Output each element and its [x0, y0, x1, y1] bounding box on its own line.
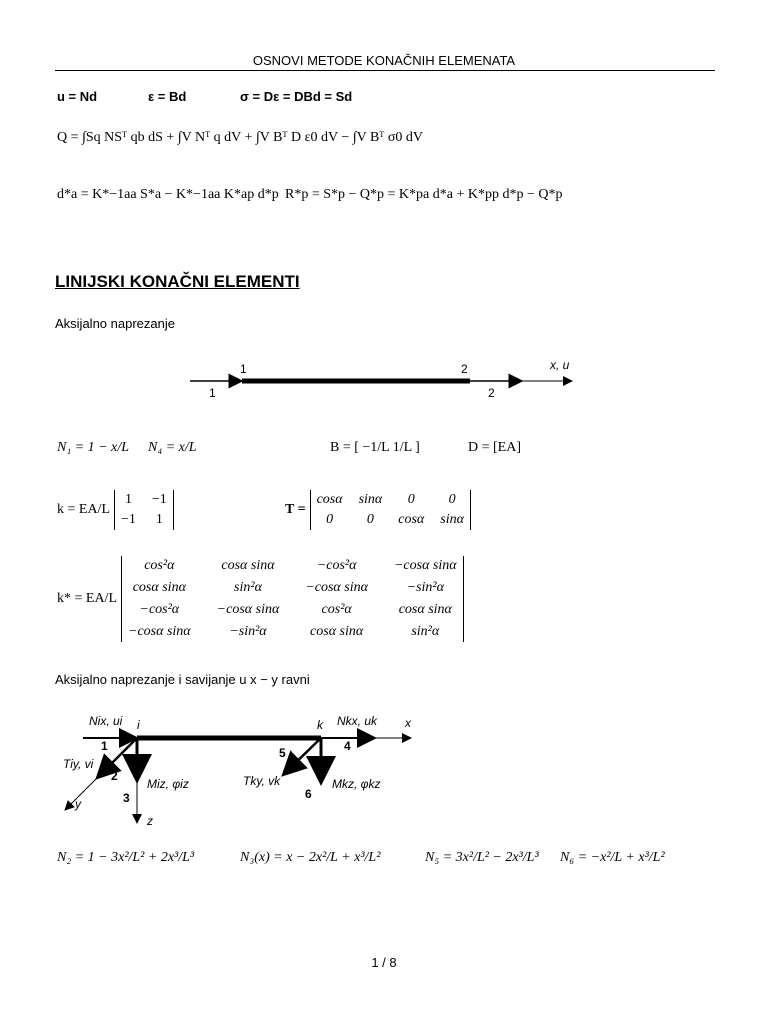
dof-5: 5 — [279, 746, 286, 760]
formula-N2: N₂ = 1 − 3x²/L² + 2x³/L³ — [57, 850, 195, 865]
kstar-cell: sin²α — [234, 580, 262, 595]
T-cell: cosα — [316, 492, 343, 507]
dof-4: 4 — [344, 739, 351, 753]
dof-2: 2 — [111, 769, 118, 783]
formula-Q: Q = ∫Sq NSᵀ qb dS + ∫V Nᵀ q dV + ∫V Bᵀ D ε0 dV − ∫V Bᵀ σ0 dV — [57, 130, 424, 145]
kstar-cell: −cosα sinα — [305, 580, 368, 595]
node-label-bottom-1: 1 — [209, 386, 216, 400]
label-y: y — [75, 797, 81, 811]
label-Tiy: Tiy, vi — [63, 757, 94, 771]
kstar-cell: cos²α — [321, 602, 352, 617]
formula-B: B = [ −1/L 1/L ] — [330, 440, 420, 455]
T-cell: cosα — [398, 512, 425, 527]
formula-N3: N₃(x) = x − 2x²/L + x³/L² — [240, 850, 381, 865]
label-Tky: Tky, vk — [243, 774, 281, 788]
label-z: z — [147, 814, 153, 828]
T-cell: 0 — [448, 492, 456, 507]
dof-6: 6 — [305, 787, 312, 801]
label-x: x — [405, 716, 411, 730]
k-cell: −1 — [151, 492, 167, 507]
formula-N4: N₄ = x/L — [148, 440, 197, 455]
k-cell: 1 — [124, 492, 132, 507]
formula-u: u = Nd — [57, 89, 98, 104]
label-i: i — [137, 718, 140, 732]
node-label-top-2: 2 — [461, 362, 468, 376]
label-Nix: Nix, ui — [89, 714, 123, 728]
kstar-cell: −cosα sinα — [128, 624, 191, 639]
kstar-cell: cosα sinα — [221, 558, 275, 573]
formula-T — [285, 490, 471, 530]
kstar-matrix — [121, 556, 464, 642]
label-Nkx: Nkx, uk — [337, 714, 378, 728]
axial-element-diagram — [180, 355, 580, 405]
formula-N5: N₅ = 3x²/L² − 2x³/L³ — [425, 850, 539, 865]
kstar-cell: cosα sinα — [398, 602, 452, 617]
T-cell: 0 — [407, 492, 415, 507]
T-cell: 0 — [366, 512, 374, 527]
formula-N6: N₆ = −x²/L + x³/L² — [560, 850, 665, 865]
beam-element-diagram — [55, 705, 435, 830]
page-header: OSNOVI METODE KONAČNIH ELEMENATA — [252, 53, 516, 68]
formula-N1: N₁ = 1 − x/L — [57, 440, 129, 455]
T-matrix — [310, 490, 471, 530]
node-label-top-1: 1 — [240, 362, 247, 376]
section-title: LINIJSKI KONAČNI ELEMENTI — [55, 272, 300, 291]
node-k-shear-arrow — [283, 738, 321, 775]
dof-3: 3 — [123, 791, 130, 805]
kstar-cell: cosα sinα — [132, 580, 186, 595]
formula-k — [57, 490, 174, 530]
formula-D: D = [EA] — [468, 440, 521, 455]
k-cell: 1 — [155, 512, 163, 527]
k-prefix: k = EA/L — [57, 502, 110, 517]
kstar-cell: cos²α — [144, 558, 175, 573]
subtitle-axial-bending: Aksijalno naprezanje i savijanje u x − y ravni — [55, 672, 310, 687]
label-Miz: Miz, φiz — [147, 777, 189, 791]
page-number: 1 / 8 — [371, 955, 397, 970]
T-prefix: T = — [285, 502, 306, 517]
kstar-cell: −cosα sinα — [216, 602, 280, 617]
kstar-cell: −cos²α — [316, 558, 357, 573]
T-cell: sinα — [358, 492, 383, 507]
formula-k-star — [57, 556, 464, 642]
formula-R-star: R*p = S*p − Q*p = K*pa d*a + K*pp d*p − Q*p — [285, 187, 563, 202]
kstar-cell: −sin²α — [406, 580, 444, 595]
label-k: k — [317, 718, 323, 732]
k-cell: −1 — [121, 512, 136, 527]
header-rule — [55, 70, 715, 71]
subtitle-axial: Aksijalno naprezanje — [55, 316, 175, 331]
T-cell: 0 — [326, 512, 334, 527]
kstar-cell: −cos²α — [139, 602, 180, 617]
formula-d-star: d*a = K*−1aa S*a − K*−1aa K*ap d*p — [57, 187, 279, 202]
kstar-cell: cosα sinα — [310, 624, 364, 639]
label-Mkz: Mkz, φkz — [332, 777, 381, 791]
kstar-cell: −sin²α — [229, 624, 267, 639]
dof-1: 1 — [101, 739, 108, 753]
kstar-cell: sin²α — [411, 624, 440, 639]
T-cell: sinα — [440, 512, 464, 527]
kstar-prefix: k* = EA/L — [57, 591, 117, 606]
formula-epsilon: ε = Bd — [148, 89, 187, 104]
kstar-cell: −cosα sinα — [393, 558, 457, 573]
k-matrix — [114, 490, 174, 530]
axis-label-xu: x, u — [550, 358, 570, 372]
node-label-bottom-2: 2 — [488, 386, 495, 400]
formula-sigma: σ = Dε = DBd = Sd — [240, 89, 353, 104]
